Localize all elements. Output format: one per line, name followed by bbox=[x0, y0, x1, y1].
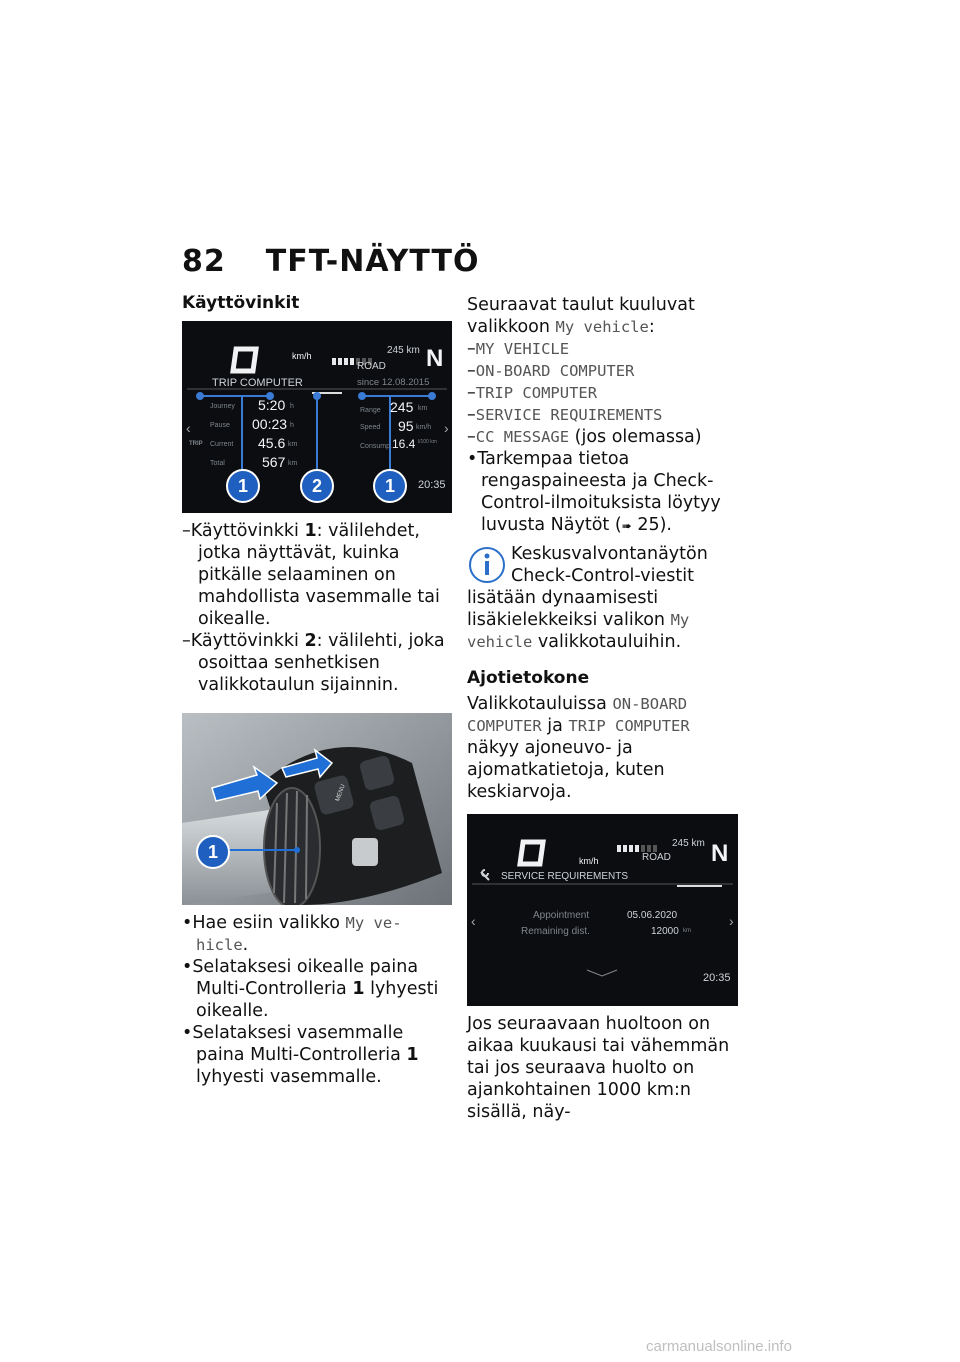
journey-unit: h bbox=[290, 403, 294, 410]
appointment-label: Appointment bbox=[533, 910, 590, 921]
bullet-2-text-a: Selataksesi oikealle paina Multi-Controlleria bbox=[192, 957, 419, 999]
arrow-icon: ➠ bbox=[621, 519, 632, 533]
menu-intro-text: Seuraavat taulut kuuluvat valikkoon bbox=[467, 295, 695, 337]
bullet-1: •Hae esiin valikko My ve- hicle. bbox=[182, 913, 402, 955]
pause-value: 00:23 bbox=[252, 416, 288, 432]
chapter-title: TFT-NÄYTTÖ bbox=[265, 244, 480, 279]
total-label: Total bbox=[210, 460, 225, 467]
bullet-3: •Selataksesi vasemmalle paina Multi-Controlleria 1 lyhyesti vasemmalle. bbox=[182, 1023, 419, 1087]
since-date: since 12.08.2015 bbox=[357, 377, 430, 388]
trip-menu-title: TRIP COMPUTER bbox=[212, 377, 303, 389]
bullet-1-end: . bbox=[242, 935, 249, 955]
cc-suffix: (jos olemassa) bbox=[569, 427, 702, 447]
menu-list: –MY VEHICLE –ON-BOARD COMPUTER –TRIP COMPUTER –SERVICE REQUIREMENTS –CC MESSAGE (jos olemassa) bbox=[467, 339, 702, 447]
trip-mono-1: ON-BOARD COMPUTER bbox=[467, 695, 688, 735]
range-value: 245 bbox=[390, 399, 414, 415]
consumption-unit: l/100 km bbox=[418, 439, 437, 445]
speed-unit-right: km/h bbox=[416, 424, 432, 431]
range-top: 245 km bbox=[387, 345, 420, 356]
pause-unit: h bbox=[290, 422, 294, 429]
range-unit: km bbox=[418, 405, 428, 412]
consumption-label: Consump. bbox=[360, 443, 392, 450]
remaining-label: Remaining dist. bbox=[521, 926, 590, 937]
remaining-value: 12000 bbox=[651, 926, 679, 937]
svg-text:›: › bbox=[729, 913, 734, 929]
callout-badge-handlebar: 1 bbox=[196, 835, 230, 869]
tip-1-text: : välilehdet, jotka näyttävät, kuinka pitkälle selaaminen on mahdollista vasemmalle tai oikealle. bbox=[198, 521, 440, 629]
info-note bbox=[467, 543, 741, 653]
speed-unit: km/h bbox=[292, 351, 312, 361]
speed-value: 95 bbox=[398, 418, 414, 434]
page-title bbox=[182, 244, 480, 279]
service-menu-title: SERVICE REQUIREMENTS bbox=[501, 871, 629, 882]
total-unit: km bbox=[288, 460, 298, 467]
menu-item-service-requirements: SERVICE REQUIREMENTS bbox=[475, 406, 663, 424]
journey-value: 5:20 bbox=[258, 397, 286, 413]
bullet-1-text: Hae esiin valikko bbox=[192, 913, 346, 933]
info-text-end: valikkotauluihin. bbox=[532, 632, 682, 652]
callout-badge-1-right: 1 bbox=[373, 469, 407, 503]
bullet-1-mono-2: hicle bbox=[196, 936, 243, 954]
service-gear-indicator: N bbox=[711, 840, 729, 867]
tips-list bbox=[182, 520, 454, 736]
bullet-2-number: 1 bbox=[352, 979, 365, 999]
current-label: Current bbox=[210, 441, 234, 448]
range-label: Range bbox=[360, 407, 381, 414]
tip-1-prefix: Käyttövinkki bbox=[190, 521, 305, 541]
remaining-unit: km bbox=[683, 928, 691, 934]
service-riding-mode: ROAD bbox=[642, 852, 671, 863]
consumption-value: 16.4 bbox=[392, 437, 416, 451]
gear-indicator: N bbox=[426, 345, 444, 372]
trip-computer-screen bbox=[182, 321, 452, 513]
handlebar-illustration bbox=[182, 713, 452, 905]
menu-intro-mono: My vehicle bbox=[555, 318, 649, 336]
info-icon bbox=[467, 543, 507, 587]
trip-heading: Ajotietokone bbox=[467, 668, 590, 688]
current-unit: km bbox=[288, 441, 298, 448]
menu-intro bbox=[467, 294, 741, 338]
clock: 20:35 bbox=[418, 479, 446, 491]
appointment-value: 05.06.2020 bbox=[627, 910, 678, 921]
service-screen bbox=[467, 814, 738, 1006]
current-value: 45.6 bbox=[258, 435, 286, 451]
bullet-2-text-b: lyhyesti oikealle. bbox=[196, 979, 439, 1021]
bullet-3-text-b: lyhyesti vasemmalle. bbox=[196, 1067, 382, 1087]
svg-text:‹: ‹ bbox=[471, 913, 476, 929]
trip-paragraph bbox=[467, 693, 741, 803]
journey-label: Journey bbox=[210, 403, 235, 410]
right-column bbox=[467, 294, 741, 839]
menu-button-label: MENU bbox=[334, 783, 347, 803]
menu-intro-end: : bbox=[648, 317, 655, 337]
callout-badge-1-left: 1 bbox=[226, 469, 260, 503]
trip-mono-2: TRIP COMPUTER bbox=[568, 717, 690, 735]
speed-label: Speed bbox=[360, 424, 381, 431]
tip-1-number: 1 bbox=[304, 521, 317, 541]
svg-text:›: › bbox=[444, 420, 449, 436]
menu-item-cc-message: CC MESSAGE bbox=[475, 428, 570, 446]
info-text: Keskusvalvontanäytön Check-Control-viestit lisätään dynaamisesti lisäkielekkeiksi valikon bbox=[467, 544, 708, 630]
service-paragraph bbox=[467, 1013, 741, 1123]
tire-pressure-bullet: •Tarkempaa tietoa rengaspaineesta ja Check-Control-ilmoituksista löytyy luvusta Näytöt (➠ 25). bbox=[467, 449, 721, 535]
trip-text-a: Valikkotauluissa bbox=[467, 694, 613, 714]
tip-2-prefix: Käyttövinkki bbox=[190, 631, 305, 651]
tire-bullet-end: ). bbox=[659, 515, 672, 535]
page-number: 82 bbox=[182, 244, 226, 279]
tips-heading: Käyttövinkit bbox=[182, 293, 300, 313]
bullet-3-number: 1 bbox=[406, 1045, 419, 1065]
page-reference: 25 bbox=[637, 515, 660, 535]
tip-2: –Käyttövinkki 2: välilehti, joka osoittaa senhetkisen valikkotaulun sijainnin. bbox=[182, 631, 445, 695]
bullet-2: •Selataksesi oikealle paina Multi-Controlleria 1 lyhyesti oikealle. bbox=[182, 957, 439, 1021]
info-mono: My vehicle bbox=[467, 611, 690, 651]
tip-1: –Käyttövinkki 1: välilehdet, jotka näyttävät, kuinka pitkälle selaaminen on mahdollista vasemmalle tai oikealle. bbox=[182, 521, 440, 629]
callout-badge-2: 2 bbox=[300, 469, 334, 503]
menu-item-trip-computer: TRIP COMPUTER bbox=[475, 384, 598, 402]
riding-mode: ROAD bbox=[357, 361, 386, 372]
bullet-3-text-a: Selataksesi vasemmalle paina Multi-Controlleria bbox=[192, 1023, 407, 1065]
watermark: carmanualsonline.info bbox=[646, 1338, 792, 1355]
trip-text-b: näkyy ajoneuvo- ja ajomatkatietoja, kuten keskiarvoja. bbox=[467, 738, 665, 802]
service-text: Jos seuraavaan huoltoon on aikaa kuukausi tai vähemmän tai jos seuraava huolto on ajankohtainen 1000 km:n sisällä, näy- bbox=[467, 1014, 730, 1122]
trip-text-mid: ja bbox=[541, 716, 569, 736]
tire-bullet-text: Tarkempaa tietoa rengaspaineesta ja Check-Control-ilmoituksista löytyy luvusta Näytöt ( bbox=[477, 449, 721, 535]
tip-2-text: : välilehti, joka osoittaa senhetkisen valikkotaulun sijainnin. bbox=[198, 631, 445, 695]
service-range-top: 245 km bbox=[672, 838, 705, 849]
service-clock: 20:35 bbox=[703, 972, 731, 984]
pause-label: Pause bbox=[210, 422, 230, 429]
trip-badge: TRIP bbox=[189, 441, 203, 447]
svg-text:‹: ‹ bbox=[186, 420, 191, 436]
service-speed-unit: km/h bbox=[579, 856, 599, 866]
menu-item-onboard-computer: ON-BOARD COMPUTER bbox=[475, 362, 635, 380]
tip-2-number: 2 bbox=[304, 631, 317, 651]
menu-item-my-vehicle: MY VEHICLE bbox=[475, 340, 570, 358]
total-value: 567 bbox=[262, 454, 286, 470]
scroll-instructions bbox=[182, 912, 454, 1088]
left-column bbox=[182, 292, 452, 314]
handlebar-photo bbox=[182, 713, 452, 905]
bullet-1-mono-1: My ve- bbox=[345, 914, 402, 932]
